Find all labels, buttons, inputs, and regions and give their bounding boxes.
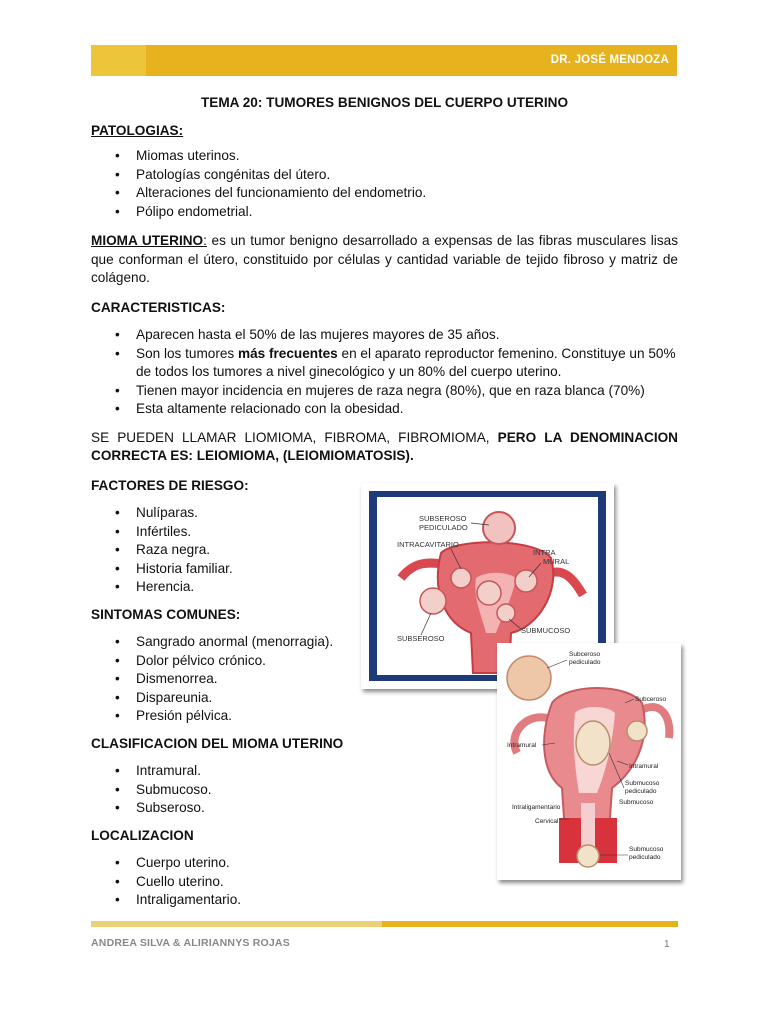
patologias-list (91, 147, 678, 221)
mioma-definition (91, 232, 678, 288)
list-item: • Aparecen hasta el 50% de las mujeres mayores de 35 años. (136, 326, 678, 345)
header-author: DR. JOSÉ MENDOZA (550, 54, 669, 66)
list-item: • Dispareunia. (136, 689, 678, 708)
list-item: • Subseroso. (136, 799, 678, 818)
list-item: • Sangrado anormal (menorragia). (136, 633, 678, 652)
label-intraligamentario: Intraligamentario (512, 804, 561, 811)
label-subceroso: Subceroso (635, 696, 667, 703)
denominacion-paragraph (91, 429, 678, 466)
fibroid-subserous (627, 721, 647, 741)
label-submucoso: Submucoso (619, 799, 654, 806)
list-item: • Intraligamentario. (136, 891, 678, 910)
list-item: • Alteraciones del funcionamiento del endometrio. (136, 184, 678, 203)
fibroid-submucous (497, 604, 515, 622)
label-submucoso: SUBMUCOSO (521, 626, 571, 635)
fibroid-intramural (477, 581, 501, 605)
list-item: • Historia familiar. (136, 560, 678, 579)
label-submucoso-bottom-1: Submucoso (629, 846, 664, 853)
footer-authors: ANDREA SILVA & ALIRIANNYS ROJAS (91, 937, 290, 949)
label-intramural-right: Intramural (629, 763, 659, 770)
mioma-colon: : (203, 233, 207, 248)
clasificacion-heading: CLASIFICACION DEL MIOMA UTERINO (91, 735, 344, 751)
label-submucoso-ped-2: pediculado (625, 788, 657, 795)
label-subceroso-ped-1: Subceroso (569, 651, 601, 658)
fibroid-subserous (420, 588, 446, 614)
footer-divider-right (382, 921, 678, 927)
fibroid-submucous-pedunculated (576, 721, 610, 765)
label-submucoso-ped-1: Submucoso (625, 780, 660, 787)
list-item: • Presión pélvica. (136, 707, 678, 726)
header-bar (91, 45, 677, 76)
footer-divider-left (91, 921, 382, 927)
fibroid-submucous-pedunculated-bottom (577, 845, 599, 867)
sintomas-heading: SINTOMAS COMUNES: (91, 606, 241, 622)
list-item: • Raza negra. (136, 541, 678, 560)
label-mural: MURAL (543, 557, 570, 566)
label-subseroso-1: SUBSEROSO (419, 514, 467, 523)
patologias-heading: PATOLOGIAS: (91, 122, 184, 138)
list-item: • Herencia. (136, 578, 678, 597)
label-submucoso-bottom-2: pediculado (629, 854, 661, 861)
caracteristicas-heading: CARACTERISTICAS: (91, 299, 226, 315)
page-title: TEMA 20: TUMORES BENIGNOS DEL CUERPO UTERINO (200, 95, 569, 110)
list-item (136, 345, 678, 382)
list-item: • Esta altamente relacionado con la obesidad. (136, 400, 678, 419)
list-item: • Dolor pélvico crónico. (136, 652, 678, 671)
list-item: • Cuerpo uterino. (136, 854, 678, 873)
mioma-term: MIOMA UTERINO (91, 233, 204, 248)
fibroid-subserous-pedunculated (507, 656, 551, 700)
list-item: • Tienen mayor incidencia en mujeres de raza negra (80%), que en raza blanca (70%) (136, 382, 678, 401)
list-item: • Intramural. (136, 762, 678, 781)
label-intracavitario: INTRACAVITARIO (397, 540, 459, 549)
list-item: • Miomas uterinos. (136, 147, 678, 166)
label-subseroso: SUBSEROSO (397, 634, 445, 643)
factores-heading: FACTORES DE RIESGO: (91, 477, 249, 493)
label-intramural-left: Intramural (507, 742, 537, 749)
caracteristicas-list (91, 326, 678, 419)
page-number: 1 (664, 939, 670, 950)
list-item: • Cuello uterino. (136, 873, 678, 892)
label-cervical: Cervical (535, 818, 559, 825)
label-intra: INTRA (533, 548, 556, 557)
item-text: en el aparato reproductor femenino. Constituye un 50% de todos los tumores a nivel ginecológico y un 80% del cuerpo uterino. (136, 345, 676, 379)
label-subceroso-ped-2: pediculado (569, 659, 601, 666)
figure-uterus-section (497, 643, 681, 880)
item-text: Son los tumores (136, 345, 238, 361)
figure-uterus-section-illustration (497, 643, 681, 880)
fibroid-subserous-pedunculated (483, 512, 515, 544)
fibroid-intracavitary (451, 568, 471, 588)
list-item: • Nulíparas. (136, 504, 678, 523)
label-pediculado-1: PEDICULADO (419, 523, 468, 532)
list-item: • Pólipo endometrial. (136, 203, 678, 222)
mioma-text: es un tumor benigno desarrollado a expensas de las fibras musculares lisas que conforman el útero, constituido por células y cantidad variable de tejido fibroso y matriz de colágeno. (91, 233, 678, 285)
item-bold: más frecuentes (238, 345, 338, 361)
list-item: • Infértiles. (136, 523, 678, 542)
localizacion-heading: LOCALIZACION (91, 827, 194, 843)
denominacion-normal: SE PUEDEN LLAMAR LIOMIOMA, FIBROMA, FIBROMIOMA, (91, 429, 498, 445)
list-item: • Patologías congénitas del útero. (136, 166, 678, 185)
list-item: • Dismenorrea. (136, 670, 678, 689)
header-accent (91, 45, 146, 76)
list-item: • Submucoso. (136, 781, 678, 800)
denominacion-bold: PERO LA DENOMINACION CORRECTA ES: LEIOMIOMA, (LEIOMIOMATOSIS). (91, 429, 678, 463)
fibroid-intramural-right (515, 570, 537, 592)
